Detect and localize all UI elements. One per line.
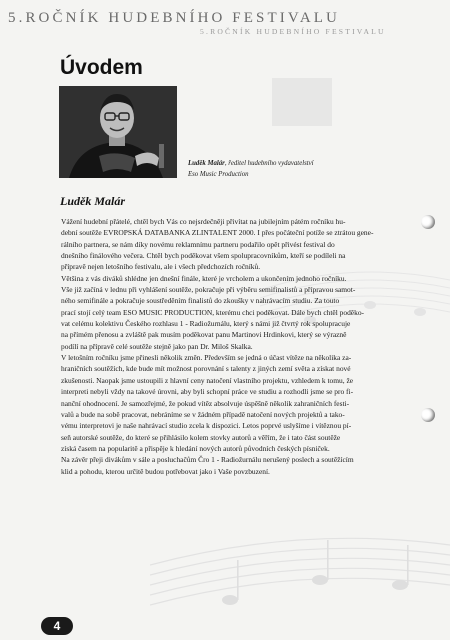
punch-hole <box>421 408 435 422</box>
caption-name: Luděk Malár <box>188 160 225 167</box>
body-line: získá časem na popularitě a přispěje k hledání nových autorů původních českých písniček. <box>61 443 330 453</box>
body-line: dnešního finálového večera. Chtěl bych poděkovat všem spolupracovníkům, kteří se podíleli na <box>61 251 346 261</box>
body-line: seň autorské soutěže, do které se přihlásilo kolem stovky autorů a věřím, že i tato část soutěže <box>61 432 341 442</box>
body-line: Vše již začíná v lednu při vyhlášení soutěže, pokračuje při výběru semifinalistů a přípravou samot- <box>61 285 356 295</box>
background-music-decoration-bottom <box>150 505 450 635</box>
body-line: ného semifinále a pokračuje soustředěním finalistů do zkoušky v nahrávacím studiu. Za touto <box>61 296 340 306</box>
festival-header-small: 5.ROČNÍK HUDEBNÍHO FESTIVALU <box>200 27 386 36</box>
body-line: Vážení hudební přátelé, chtěl bych Vás co nejsrdečněji přivítat na jubilejním pátém ročníku hu- <box>61 217 346 226</box>
body-line: prací stojí celý team ESO MUSIC PRODUCTION, kterému chci poděkovat. Dále bych chtěl poděko- <box>61 307 365 317</box>
caption-company: Eso Music Production <box>188 171 249 178</box>
punch-hole <box>421 215 435 229</box>
page-number: 4 <box>41 617 73 635</box>
body-line: zkušenosti. Naopak jsme ustoupili z hlavní ceny natočení vlastního projektu, vzhledem k tomu, že <box>61 375 354 385</box>
body-line: na přímém přenosu a zvláště pak musím poděkovat panu Martinovi Hrdinkovi, který se výrazně <box>61 330 347 340</box>
body-text <box>61 216 413 477</box>
body-line: podílí na přípravě celé soutěže stejně jako pan Dr. Miloš Skalka. <box>61 341 253 351</box>
author-name: Luděk Malár <box>60 194 126 208</box>
background-decoration <box>272 78 332 126</box>
body-line: Většina z vás diváků shlédne jen dnešní finále, které je vrcholem a ukončením jednoho ročníku. <box>61 273 347 283</box>
photo-caption <box>188 158 388 180</box>
body-line: přípravě nejen letošního festivalu, ale i všech předchozích ročníků. <box>61 262 261 272</box>
portrait-photo <box>59 86 177 178</box>
caption-role: , ředitel hudebního vydavatelství <box>224 160 314 167</box>
body-line: V letošním ročníku jsme přinesli několik změn. Především se jedná o účast vítěze na několika za- <box>61 353 352 363</box>
page-title: Úvodem <box>60 56 143 79</box>
body-line: valů a bude na sobě pracovat, nebráníme se v žádném případě natočení nových projektů a tako- <box>61 409 345 419</box>
festival-header: 5.ROČNÍK HUDEBNÍHO FESTIVALU <box>8 10 340 26</box>
body-line: Na závěr přeji divákům v sále a posluchačům Čro 1 - Radiožurnálu nerušený poslech a soutěžícím <box>61 455 354 465</box>
body-line: hraničních soutěžích, kde bude mít možnost porovnání s talenty z jiných zemí světa a získat nové <box>61 364 351 374</box>
body-line: klid a pohodu, kterou určitě budou potřebovat jako i Vaše povzbuzení. <box>61 466 270 476</box>
body-line: nanční ohodnocení. Je samozřejmé, že pokud vítěz absolvuje úspěšně několik zahraničních festi- <box>61 398 350 408</box>
body-line: rálního partnera, se nám díky novému reklamnímu partneru podařilo opět přivést festival do <box>61 239 335 249</box>
body-line: dební soutěže EVROPSKÁ DATABANKA ZLINTALENT 2000. I přes počáteční potíže se ztrátou gene- <box>61 228 374 238</box>
body-line: vému interpretovi je naše nahrávací studio zcela k dispozici. Letos poprvé uslyšíme i vítěznou pí- <box>61 421 352 431</box>
body-line: vat celému kolektivu Českého rozhlasu 1 - Radiožurnálu, který s námi již čtvrtý rok spolupracuje <box>61 319 351 329</box>
body-line: interpreti nebyli vždy na takové úrovni, aby byli schopní práce ve studiu a rozhodli jsme se pro fi- <box>61 387 354 397</box>
